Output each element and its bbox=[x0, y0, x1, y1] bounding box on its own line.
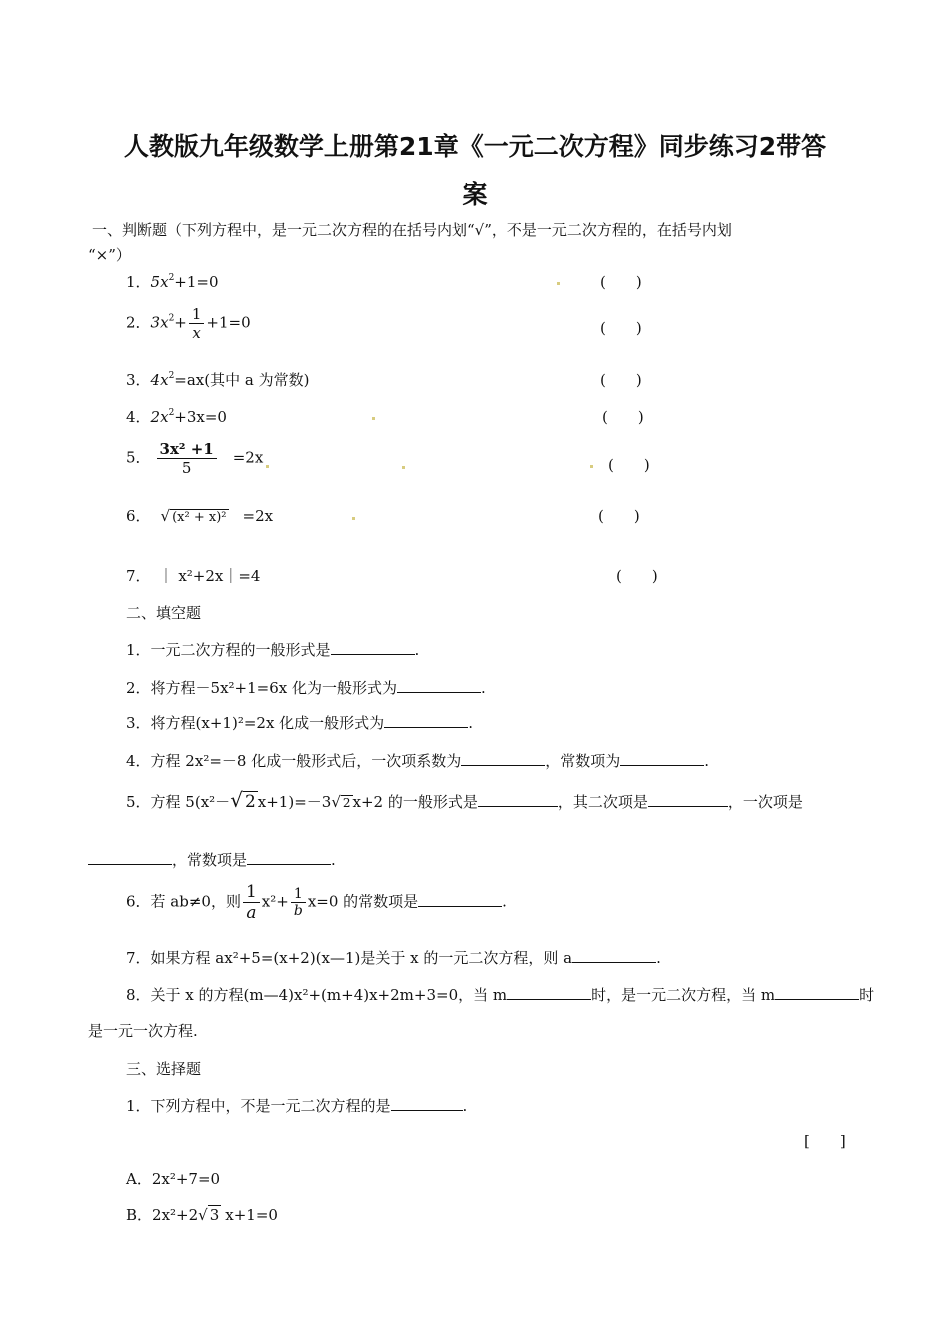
section3-heading: 三、选择题 bbox=[126, 1060, 202, 1078]
answer-blank[interactable] bbox=[391, 1096, 463, 1111]
fill-q2: 2．将方程－5x²+1=6x 化为一般形式为 . bbox=[126, 679, 486, 697]
judge-item-2: 2．$3x^2+$ $\frac{1}{x}$ +1=0 bbox=[126, 305, 251, 342]
scan-speck bbox=[266, 465, 269, 468]
judge-item-4: 4．$2x^2+3x=0$ bbox=[126, 408, 227, 426]
judge-item-3: 3．$4x^2=ax$(其中 a 为常数) bbox=[126, 371, 310, 389]
answer-blank[interactable] bbox=[620, 751, 704, 766]
answer-blank[interactable] bbox=[775, 985, 859, 1000]
judge-item-5: 5． $\frac{\text{3x² +1}}{5}$ =2x bbox=[126, 440, 264, 477]
choice-q1: 1．下列方程中，不是一元二次方程的是 . bbox=[126, 1097, 468, 1115]
choice-option-b[interactable]: B．2x²+2√ 3 x+1=0 bbox=[126, 1206, 278, 1224]
fill-q3: 3．将方程(x+1)²=2x 化成一般形式为 . bbox=[126, 714, 473, 732]
scan-speck bbox=[352, 517, 355, 520]
section1-heading-cont: “×”） bbox=[88, 246, 131, 264]
answer-bracket[interactable]: [ ] bbox=[804, 1132, 846, 1150]
answer-blank[interactable] bbox=[247, 850, 331, 865]
judge-paren-3[interactable]: ( ) bbox=[600, 371, 642, 389]
scan-speck bbox=[557, 282, 560, 285]
answer-blank[interactable] bbox=[461, 751, 545, 766]
answer-blank[interactable] bbox=[384, 713, 468, 728]
judge-paren-7[interactable]: ( ) bbox=[616, 567, 658, 585]
answer-blank[interactable] bbox=[648, 792, 728, 807]
answer-blank[interactable] bbox=[397, 678, 481, 693]
scan-speck bbox=[590, 465, 593, 468]
judge-paren-1[interactable]: ( ) bbox=[600, 273, 642, 291]
fill-q8: 8．关于 x 的方程(m—4)x²+(m+4)x+2m+3=0，当 m 时，是一元二次方程，当 m 时 bbox=[126, 986, 875, 1004]
page-title-line2: 案 bbox=[462, 180, 488, 209]
section2-heading: 二、填空题 bbox=[126, 604, 202, 622]
answer-blank[interactable] bbox=[88, 850, 172, 865]
fill-q5: 5．方程 5(x²－√ 2 x+1)=－3√ 2 x+2 的一般形式是 ，其二次项是 ，一次项是 bbox=[126, 788, 803, 812]
judge-item-6: 6． √ (x² + x)² =2x bbox=[126, 507, 274, 525]
answer-blank[interactable] bbox=[478, 792, 558, 807]
section1-heading: 一、判断题（下列方程中，是一元二次方程的在括号内划“√”，不是一元二次方程的，在括号内划 bbox=[92, 221, 732, 239]
fill-q7: 7．如果方程 ax²+5=(x+2)(x—1)是关于 x 的一元二次方程，则 a . bbox=[126, 949, 661, 967]
fill-q8-cont: 是一元一次方程. bbox=[88, 1022, 198, 1040]
fill-q4: 4．方程 2x²=－8 化成一般形式后，一次项系数为 ，常数项为 . bbox=[126, 752, 710, 770]
judge-paren-6[interactable]: ( ) bbox=[598, 507, 640, 525]
answer-blank[interactable] bbox=[418, 892, 502, 907]
answer-blank[interactable] bbox=[331, 640, 415, 655]
scan-speck bbox=[402, 466, 405, 469]
answer-blank[interactable] bbox=[572, 948, 656, 963]
fill-q1: 1．一元二次方程的一般形式是 . bbox=[126, 641, 420, 659]
fill-q5-cont: ，常数项是 . bbox=[88, 849, 336, 870]
judge-paren-4[interactable]: ( ) bbox=[602, 408, 644, 426]
judge-item-1: 1．$5x^2+1=0$ bbox=[126, 273, 219, 291]
fill-q6: 6．若 ab≠0，则 $\frac{1}{a}$ x²+ $\frac{1}{b}$ x=0 的常数项是 . bbox=[126, 882, 507, 923]
judge-paren-5[interactable]: ( ) bbox=[608, 456, 650, 474]
choice-option-a[interactable]: A．2x²+7=0 bbox=[126, 1170, 221, 1188]
answer-blank[interactable] bbox=[507, 985, 591, 1000]
page-title-line1: 人教版九年级数学上册第21章《一元二次方程》同步练习2带答 bbox=[123, 132, 827, 161]
judge-paren-2[interactable]: ( ) bbox=[600, 319, 642, 337]
scan-speck bbox=[372, 417, 375, 420]
judge-item-7: 7． ｜ x²+2x｜=4 bbox=[126, 567, 261, 585]
